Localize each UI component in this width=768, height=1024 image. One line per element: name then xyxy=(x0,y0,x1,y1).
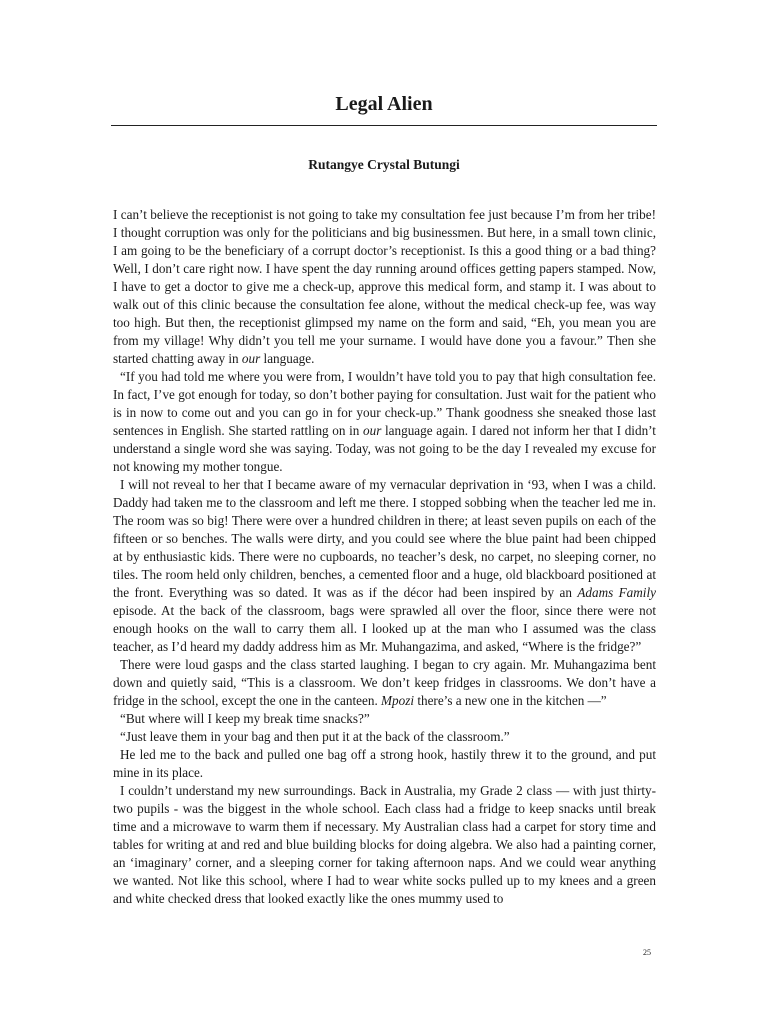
text-run: language. xyxy=(260,351,315,366)
paragraph xyxy=(113,746,656,782)
paragraph xyxy=(113,782,656,908)
paragraph xyxy=(113,656,656,710)
text-run: “If you had told me where you were from, I wouldn’t have told you to pay that high consultation fee. In fact, I’ve got enough for today, so don’t bother paying for consultation. Just wait for the patient who is in now to come out and you can go in for your check-up.” Thank goodness she sneaked those last sentences in English. She started rattling on in xyxy=(113,369,656,438)
text-run: I couldn’t understand my new surroundings. Back in Australia, my Grade 2 class — with just thirty-two pupils - was the biggest in the whole school. Each class had a fridge to keep snacks until break time and a microwave to warm them if necessary. My Australian class had a carpet for story time and tables for writing at and red and blue building blocks for doing algebra. We also had a painting corner, an ‘imaginary’ corner, and a sleeping corner for taking afternoon naps. And we could wear anything we wanted. Not like this school, where I had to wear white socks pulled up to my knees and a green and white checked dress that looked exactly like the ones mummy used to xyxy=(113,783,656,906)
paragraph xyxy=(113,476,656,656)
paragraph xyxy=(113,728,656,746)
text-run-italic: Mpozi xyxy=(381,693,415,708)
paragraph xyxy=(113,710,656,728)
text-run: “Just leave them in your bag and then put it at the back of the classroom.” xyxy=(120,729,510,744)
paragraph xyxy=(113,206,656,368)
story-body xyxy=(113,206,656,908)
title-divider xyxy=(111,125,657,126)
author-name: Rutangye Crystal Butungi xyxy=(308,157,460,172)
page-number: 25 xyxy=(643,948,651,957)
text-run: language again. I dared not inform her that I didn’t understand a single word she was saying. Today, was not going to be the day I revealed my excuse for not knowing my mother tongue. xyxy=(113,423,656,474)
text-run: I will not reveal to her that I became aware of my vernacular deprivation in ‘93, when I was a child. Daddy had taken me to the classroom and left me there. I stopped sobbing when the teacher led me in. The room was so big! There were over a hundred children in there; at least seven pupils on each of the fifteen or so benches. The walls were dirty, and you could see where the blue paint had been chipped at by enthusiastic kids. There were no cupboards, no teacher’s desk, no carpet, no sleeping corner, no tiles. The room held only children, benches, a cemented floor and a huge, old blackboard positioned at the front. Everything was so dated. It was as if the décor had been inspired by an xyxy=(113,477,656,600)
text-run: I can’t believe the receptionist is not going to take my consultation fee just because I’m from her tribe! I thought corruption was only for the politicians and big businessmen. But here, in a small town clinic, I am going to be the beneficiary of a corrupt doctor’s receptionist. Is this a good thing or a bad thing? Well, I don’t care right now. I have spent the day running around offices getting papers stamped. Now, I have to get a doctor to give me a check-up, approve this medical form, and stamp it. I was about to walk out of this clinic because the consultation fee alone, without the medical check-up fee, was way too high. But then, the receptionist glimpsed my name on the form and said, “Eh, you mean you are from my village! Why didn’t you tell me your surname. I would have done you a favour.” Then she started chatting away in xyxy=(113,207,656,366)
text-run: episode. At the back of the classroom, bags were sprawled all over the floor, since there were not enough hooks on the wall to carry them all. I looked up at the man who I assumed was the class teacher, as I’d heard my daddy address him as Mr. Muhangazima, and asked, “Where is the fridge?” xyxy=(113,603,656,654)
text-run: there’s a new one in the kitchen —” xyxy=(414,693,607,708)
text-run-italic: our xyxy=(241,351,261,366)
text-run: “But where will I keep my break time snacks?” xyxy=(120,711,370,726)
chapter-title: Legal Alien xyxy=(335,93,433,115)
text-run-italic: our xyxy=(363,423,382,438)
text-run: He led me to the back and pulled one bag off a strong hook, hastily threw it to the ground, and put mine in its place. xyxy=(113,747,656,780)
text-run: There were loud gasps and the class started laughing. I began to cry again. Mr. Muhangazima bent down and quietly said, “This is a classroom. We don’t keep fridges in classrooms. We don’t have a fridge in the school, except the one in the canteen. xyxy=(113,657,656,708)
text-run-italic: Adams Family xyxy=(577,585,656,600)
paragraph xyxy=(113,368,656,476)
